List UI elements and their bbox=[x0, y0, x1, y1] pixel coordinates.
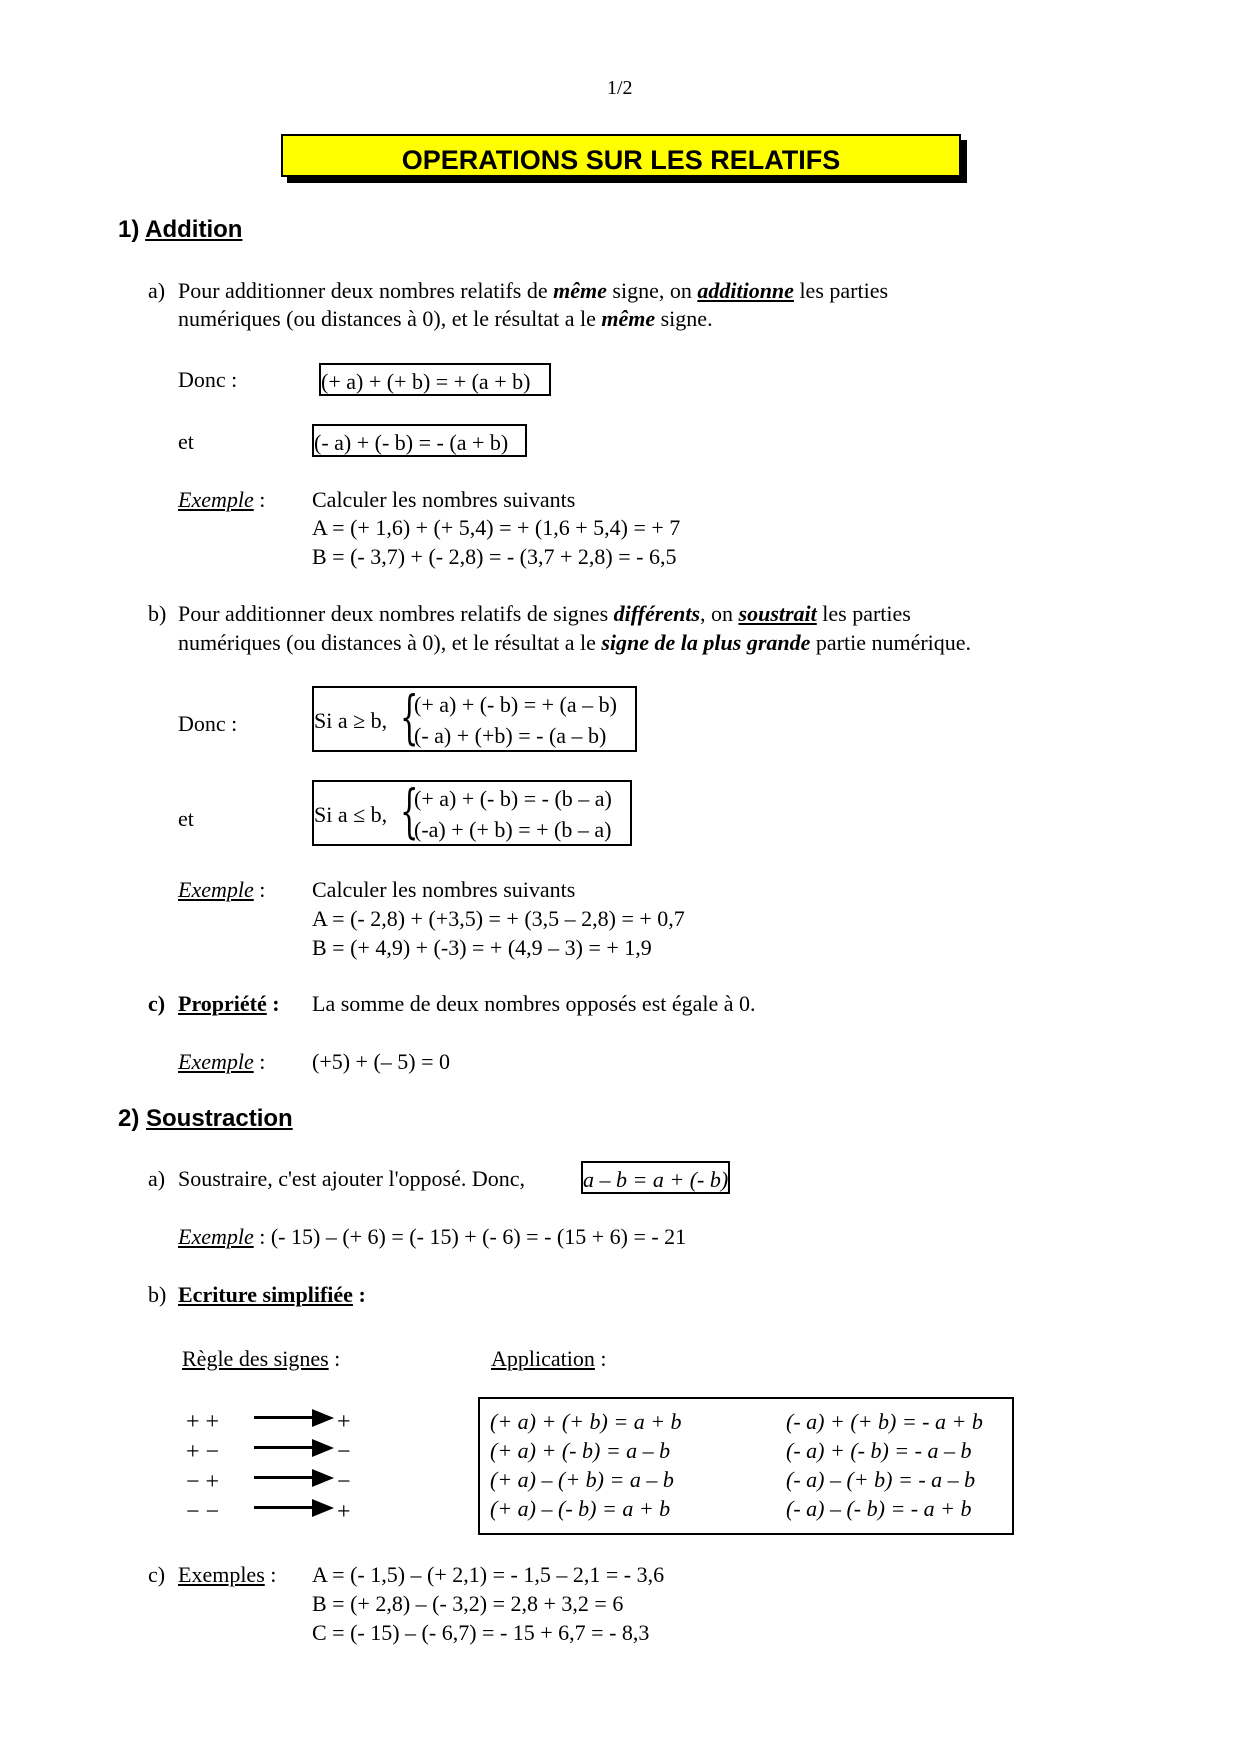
brace-2: { bbox=[400, 777, 419, 845]
s1b-line2: numériques (ou distances à 0), et le résultat a le signe de la plus grande partie numérique. bbox=[178, 630, 972, 655]
application-box bbox=[478, 1397, 1014, 1535]
formula-1: (+ a) + (+ b) = + (a + b) bbox=[321, 369, 531, 394]
s1a-exemple-label: Exemple : bbox=[178, 487, 266, 512]
condition-1: Si a ≥ b, bbox=[314, 708, 388, 733]
app-left-row: (+ a) + (+ b) = a + b bbox=[490, 1409, 682, 1434]
s1c-text: La somme de deux nombres opposés est égale à 0. bbox=[312, 991, 756, 1016]
arrow-right-icon bbox=[254, 1409, 334, 1427]
rules-title: Règle des signes : bbox=[182, 1346, 341, 1371]
page-title: OPERATIONS SUR LES RELATIFS bbox=[401, 145, 841, 175]
s1a-ex-intro: Calculer les nombres suivants bbox=[312, 487, 576, 512]
app-right-row: (- a) – (- b) = - a + b bbox=[786, 1496, 972, 1521]
page-number: 1/2 bbox=[607, 77, 633, 99]
rule-output: + bbox=[337, 1409, 351, 1435]
s1a-line1: Pour additionner deux nombres relatifs de même signe, on additionne les parties bbox=[178, 278, 889, 303]
s2c-ex-b: B = (+ 2,8) – (- 3,2) = 2,8 + 3,2 = 6 bbox=[312, 1591, 624, 1616]
s1b-line1: Pour additionner deux nombres relatifs de signes différents, on soustrait les parties bbox=[178, 601, 911, 626]
arrow-right-icon bbox=[254, 1499, 334, 1517]
rule-output: − bbox=[337, 1469, 351, 1495]
s1c-ex: (+5) + (– 5) = 0 bbox=[312, 1049, 451, 1074]
s1a-ex-b: B = (- 3,7) + (- 2,8) = - (3,7 + 2,8) = - 6,5 bbox=[312, 544, 677, 569]
app-right-row: (- a) + (- b) = - a – b bbox=[786, 1438, 972, 1463]
s1b-ex-b: B = (+ 4,9) + (-3) = + (4,9 – 3) = + 1,9 bbox=[312, 935, 652, 960]
s1b-donc: Donc : bbox=[178, 711, 238, 736]
rule-output: − bbox=[337, 1439, 351, 1465]
formula-4b: (-a) + (+ b) = + (b – a) bbox=[414, 817, 612, 842]
app-right-row: (- a) + (+ b) = - a + b bbox=[786, 1409, 983, 1434]
s1c-exemple-label: Exemple : bbox=[178, 1049, 266, 1074]
s1a-donc: Donc : bbox=[178, 367, 238, 392]
arrow-right-icon bbox=[254, 1439, 334, 1457]
s2a-text: Soustraire, c'est ajouter l'opposé. Donc, bbox=[178, 1166, 526, 1191]
condition-2: Si a ≤ b, bbox=[314, 802, 388, 827]
s2c-ex-a: A = (- 1,5) – (+ 2,1) = - 1,5 – 2,1 = - 3,6 bbox=[312, 1562, 665, 1587]
s1b-ex-intro: Calculer les nombres suivants bbox=[312, 877, 576, 902]
app-left-row: (+ a) – (- b) = a + b bbox=[490, 1496, 671, 1521]
s2c-heading: Exemples : bbox=[178, 1562, 277, 1587]
s1a-line2: numériques (ou distances à 0), et le résultat a le même signe. bbox=[178, 306, 713, 331]
formula-box-1 bbox=[319, 363, 551, 396]
app-right-row: (- a) – (+ b) = - a – b bbox=[786, 1467, 976, 1492]
app-left-row: (+ a) + (- b) = a – b bbox=[490, 1438, 671, 1463]
title-banner bbox=[281, 134, 961, 177]
formula-4a: (+ a) + (- b) = - (b – a) bbox=[414, 786, 612, 811]
formula-3b: (- a) + (+b) = - (a – b) bbox=[414, 723, 607, 748]
rule-input: + + bbox=[186, 1409, 220, 1435]
s2a-example: Exemple : (- 15) – (+ 6) = (- 15) + (- 6) = - (15 + 6) = - 21 bbox=[178, 1224, 687, 1249]
s1b-label: b) bbox=[148, 601, 167, 626]
brace-1: { bbox=[400, 683, 419, 751]
rule-output: + bbox=[337, 1499, 351, 1525]
s2b-label: b) bbox=[148, 1282, 167, 1307]
rule-input: + − bbox=[186, 1439, 220, 1465]
formula-box-3 bbox=[312, 683, 637, 752]
s1b-exemple-label: Exemple : bbox=[178, 877, 266, 902]
s2a-label: a) bbox=[148, 1166, 166, 1191]
section-2-heading: 2) Soustraction bbox=[118, 1105, 293, 1132]
s2c-ex-c: C = (- 15) – (- 6,7) = - 15 + 6,7 = - 8,3 bbox=[312, 1620, 650, 1645]
s1a-et: et bbox=[178, 429, 194, 454]
s1a-ex-a: A = (+ 1,6) + (+ 5,4) = + (1,6 + 5,4) = + 7 bbox=[312, 515, 681, 540]
s1b-et: et bbox=[178, 806, 194, 831]
formula-2: (- a) + (- b) = - (a + b) bbox=[314, 430, 509, 455]
s1c-label: c) bbox=[148, 991, 166, 1016]
s1a-label: a) bbox=[148, 278, 166, 303]
formula-box-4 bbox=[312, 777, 632, 846]
formula-5: a – b = a + (- b) bbox=[583, 1167, 729, 1192]
s2c-label: c) bbox=[148, 1562, 166, 1587]
s1c-heading: Propriété : bbox=[178, 991, 280, 1016]
section-1-heading: 1) Addition bbox=[118, 216, 243, 243]
application-title: Application : bbox=[491, 1346, 607, 1371]
s1b-ex-a: A = (- 2,8) + (+3,5) = + (3,5 – 2,8) = + 0,7 bbox=[312, 906, 685, 931]
formula-box-5 bbox=[581, 1161, 730, 1194]
arrow-right-icon bbox=[254, 1469, 334, 1487]
formula-box-2 bbox=[312, 424, 527, 457]
s2b-heading: Ecriture simplifiée : bbox=[178, 1282, 366, 1307]
rule-input: − + bbox=[186, 1469, 220, 1495]
app-left-row: (+ a) – (+ b) = a – b bbox=[490, 1467, 674, 1492]
rule-input: − − bbox=[186, 1499, 220, 1525]
formula-3a: (+ a) + (- b) = + (a – b) bbox=[414, 692, 617, 717]
